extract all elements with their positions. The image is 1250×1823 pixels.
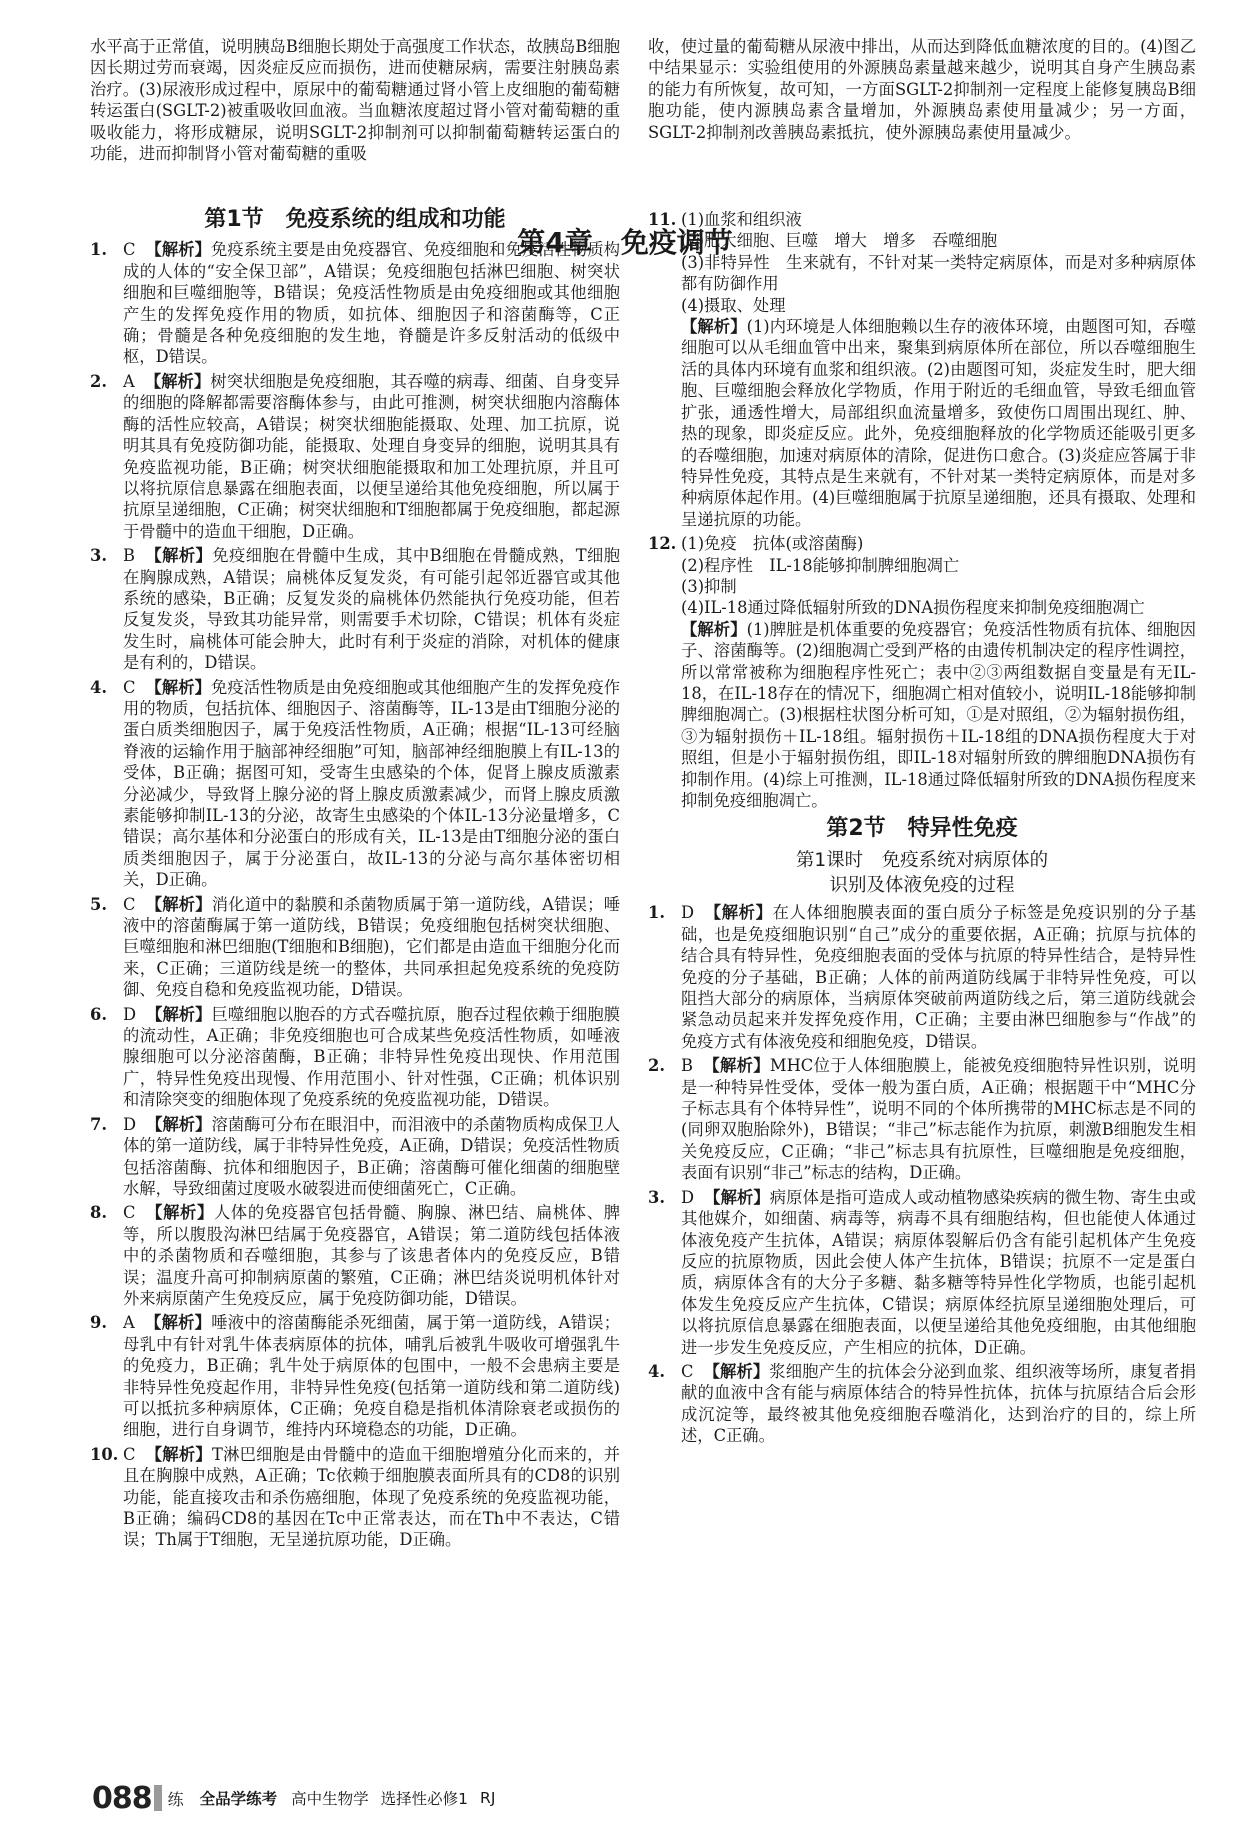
jiexi-label: 【解析】 (144, 371, 211, 391)
brand-name: 全品学练考 (199, 1790, 278, 1808)
page-number: 088 (92, 1780, 152, 1816)
answer-item-3: 3. B 【解析】免疫细胞在骨髓中生成，其中B细胞在骨髓成熟，T细胞在胸腺成熟，A错误；扁桃体反复发炎，有可能引起邻近器官或其他系统的感染，B正确；反复发炎的扁桃体仍然能执行免疫功能，但若反复发炎，导致其功能异常，则需要手术切除，C错误；机体有炎症发生时，扁桃体可能会肿大，此时有利于炎症的消除，对机体的健康是有利的，D错误。 (90, 546, 620, 673)
answer-item-12: 12. (1)免疫 抗体(或溶菌酶) (2)程序性 IL-18能够抑制脾细胞凋亡 (3)抑制 (4)IL-18通过降低辐射所致的DNA损伤程度来抑制免疫细胞凋亡 【解析】(1)脾脏是机体重要的免疫器官；免疫活性物质有抗体、细胞因子、溶菌酶等。(2)细胞凋亡受到严格的由遗传机制决定的程序性调控，所以常常被称为细胞程序性死亡；表中②③两组数据自变量是有无IL-18，在IL-18存在的情况下，细胞凋亡相对值较小，说明IL-18能够抑制脾细胞凋亡。(3)根据柱状图分析可知，①是对照组，②为辐射损伤组，③为辐射损伤＋IL-18组。辐射损伤＋IL-18组的DNA损伤程度大于对照组，但是小于辐射损伤组，即IL-18对辐射所致的脾细胞DNA损伤有抑制作用。(4)综上可推测，IL-18通过降低辐射所致的DNA损伤程度来抑制免疫细胞凋亡。 (648, 534, 1196, 810)
jiexi-label: 【解析】 (702, 1056, 770, 1076)
s2-answer-item-3: 3. D 【解析】病原体是指可造成人或动植物感染疾病的微生物、寄生虫或其他媒介，如细菌、病毒等，病毒不具有细胞结构，但也能使人体通过体液免疫产生抗体，A错误；病原体裂解后仍含有能引起机体产生免疫反应的抗原物质，因此会使人体产生抗体，B错误；抗原不一定是蛋白质，病原体含有的大分子多糖、黏多糖等特异性化学物质，也能引起机体发生免疫反应产生抗体，C错误；病原体经抗原呈递细胞处理后，可以将抗原信息暴露在细胞表面，以便呈递给其他免疫细胞，由其他细胞进一步发生免疫反应，产生相应的抗体，D正确。 (648, 1187, 1196, 1357)
answer-item-10: 10. C 【解析】T淋巴细胞是由骨髓中的造血干细胞增殖分化而来的，并且在胸腺中成熟，A正确；Tc依赖于细胞膜表面所具有的CD8的识别功能，能直接攻击和杀伤癌细胞，体现了免疫系统的免疫监视功能，B正确；编码CD8的基因在Tc中正常表达，而在Th中不表达，C错误；Th属于T细胞，无呈递抗原功能，D正确。 (90, 1444, 620, 1550)
section-2-title: 第2节 特异性免疫 (826, 816, 1018, 842)
answer-item-9: 9. A 【解析】唾液中的溶菌酶能杀死细菌，属于第一道防线，A错误；母乳中有针对乳牛体表病原体的抗体，哺乳后被乳牛吸收可增强乳牛的免疫力，B正确；乳牛处于病原体的包围中，一般不会患病主要是非特异性免疫起作用，非特异性免疫(包括第一道防线和第二道防线)可以抵抗多种病原体，C正确；免疫自稳是指机体清除衰老或损伤的细胞，进行自身调节，维持内环境稳态的功能，D正确。 (90, 1313, 620, 1440)
top-paragraph-right: 收，使过量的葡萄糖从尿液中排出，从而达到降低血糖浓度的目的。(4)图乙中结果显示：实验组使用的外源胰岛素量越来越少，说明其自身产生胰岛素的能力有所恢复，故可知，一方面SGLT-2抑制剂一定程度上能修复胰岛B细胞功能，使内源胰岛素含量增加，外源胰岛素使用量减少；另一方面，SGLT-2抑制剂改善胰岛素抵抗，使外源胰岛素使用量减少。 (648, 37, 1196, 142)
top-paragraph-left: 水平高于正常值，说明胰岛B细胞长期处于高强度工作状态，故胰岛B细胞因长期过劳而衰竭，因炎症反应而损伤，进而使糖尿病，需要注射胰岛素治疗。(3)尿液形成过程中，原尿中的葡萄糖通过肾小管上皮细胞的葡萄糖转运蛋白(SGLT-2)被重吸收回血液。当血糖浓度超过肾小管对葡萄糖的重吸收能力，将形成糖尿，说明SGLT-2抑制剂可以抑制葡萄糖转运蛋白的功能，进而抑制肾小管对葡萄糖的重吸 (90, 37, 620, 164)
answer-item-1: 1. C 【解析】免疫系统主要是由免疫器官、免疫细胞和免疫活性物质构成的人体的“安全保卫部”，A错误；免疫细胞包括淋巴细胞、树突状细胞和巨噬细胞等，B错误；免疫活性物质是由免疫细胞或其他细胞产生的发挥免疫作用的物质，如抗体、细胞因子和溶菌酶等，C正确；骨髓是各种免疫细胞的发生地，脊髓是许多反射活动的低级中枢，D错误。 (90, 240, 620, 367)
section-tag: 练 (167, 1789, 184, 1809)
s2-answer-item-2: 2. B 【解析】MHC位于人体细胞膜上，能被免疫细胞特异性识别，说明是一种特异性受体，受体一般为蛋白质，A正确；根据题干中“MHC分子标志具有个体特异性”，说明不同的个体所携带的MHC标志是不同的(同卵双胞胎除外)，B错误；“非己”标志能作为抗原，刺激B细胞发生相关免疫反应，C正确；“非己”标志具有抗原性，巨噬细胞是免疫细胞，表面有识别“非己”标志的结构，D正确。 (648, 1056, 1196, 1183)
jiexi-label: 【解析】 (144, 546, 213, 566)
jiexi-label: 【解析】 (704, 1187, 770, 1207)
jiexi-label: 【解析】 (681, 317, 747, 337)
jiexi-label: 【解析】 (145, 677, 211, 697)
answer-item-5: 5. C 【解析】消化道中的黏膜和杀菌物质属于第一道防线，A错误；唾液中的溶菌酶属于第一道防线，B错误；免疫细胞包括树突状细胞、巨噬细胞和淋巴细胞(T细胞和B细胞)，它们都是由造血干细胞分化而来，C正确；三道防线是统一的整体，共同承担起免疫系统的免疫防御、免疫自稳和免疫监视功能，D错误。 (90, 894, 620, 1000)
answer-item-4: 4. C 【解析】免疫活性物质是由免疫细胞或其他细胞产生的发挥免疫作用的物质，包括抗体、细胞因子、溶菌酶等，IL-13是由T细胞分泌的蛋白质类细胞因子，属于免疫活性物质，A正确；根据“IL-13可经脑脊液的运输作用于脑部神经细胞”可知，脑部神经细胞膜上有IL-13的受体，B正确；据图可知，受寄生虫感染的个体，促肾上腺皮质激素分泌减少，导致肾上腺分泌的肾上腺皮质激素减少，而肾上腺皮质激素能够抑制IL-13的分泌，故寄生虫感染的个体IL-13分泌量增多，C错误；高尔基体和分泌蛋白的形成有关，IL-13是由T细胞分泌的蛋白质类细胞因子，属于分泌蛋白，故IL-13的分泌与高尔基体密切相关，D正确。 (90, 677, 620, 890)
s2-answer-item-1: 1. D 【解析】在人体细胞膜表面的蛋白质分子标签是免疫识别的分子基础，也是免疫细胞识别“自己”成分的重要依据，A正确；抗原与抗体的结合具有特异性，免疫细胞表面的受体与抗原的特异性结合，是特异性免疫的分子基础，B正确；人体的前两道防线属于非特异性免疫，可以阻挡大部分的病原体，当病原体突破前两道防线之后，第三道防线就会紧急动员起来并发挥免疫作用，C正确；主要由淋巴细胞参与“作战”的免疫方式有体液免疫和细胞免疫，D错误。 (648, 903, 1196, 1051)
right-column (648, 36, 1196, 1450)
lesson-1-title: 第1课时 免疫系统对病原体的 识别及体液免疫的过程 (795, 850, 1049, 897)
chapter-title: 第4章 免疫调节 (517, 226, 733, 259)
jiexi-label: 【解析】 (146, 1004, 212, 1024)
section-1-title: 第1节 免疫系统的组成和功能 (204, 207, 506, 233)
answer-item-11: 11. (1)血浆和组织液 (2)肥大细胞、巨噬 增大 增多 吞噬细胞 (3)非特异性 生来就有，不针对某一类特定病原体，而是对多种病原体都有防御作用 (4)摄取、处理 【解析】(1)内环境是人体细胞赖以生存的液体环境，由题图可知，吞噬细胞可以从毛细血管中出来，聚集到病原体所在部位，所以吞噬细胞生活的具体内环境有血浆和组织液。(2)由题图可知，炎症发生时，肥大细胞、巨噬细胞会释放化学物质，作用于附近的毛细血管，导致毛细血管扩张，通透性增大，局部组织血流量增多，致使伤口周围出现红、肿、热的现象，即炎症反应。此外，免疫细胞释放的化学物质还能吸引更多的吞噬细胞，加速对病原体的清除，促进伤口愈合。(3)炎症应答属于非特异性免疫，其特点是生来就有，不针对某一类特定病原体，而是对多种病原体起作用。(4)巨噬细胞属于抗原呈递细胞，还具有摄取、处理和呈递抗原的功能。 (648, 210, 1196, 529)
subject-label: 高中生物学 (291, 1790, 369, 1808)
jiexi-label: 【解析】 (703, 1361, 770, 1381)
jiexi-label: 【解析】 (146, 1114, 212, 1134)
answer-item-6: 6. D 【解析】巨噬细胞以胞吞的方式吞噬抗原，胞吞过程依赖于细胞膜的流动性，A正确；非免疫细胞也可合成某些免疫活性物质，如唾液腺细胞可以分泌溶菌酶，B正确；非特异性免疫出现快、作用范围广，特异性免疫出现慢、作用范围小、针对性强，C正确；机体识别和清除突变的细胞体现了免疫系统的免疫监视功能，D错误。 (90, 1004, 620, 1110)
edition-label: RJ (480, 1789, 496, 1807)
answer-item-8: 8. C 【解析】人体的免疫器官包括骨髓、胸腺、淋巴结、扁桃体、脾等，所以腹股沟淋巴结属于免疫器官，A错误；第二道防线包括体液中的杀菌物质和吞噬细胞，其参与了该患者体内的免疫反应，B错误；温度升高可抑制病原菌的繁殖，C正确；淋巴结炎说明机体针对外来病原菌产生免疫反应，属于免疫防御功能，D错误。 (90, 1203, 620, 1308)
jiexi-label: 【解析】 (145, 1203, 214, 1223)
jiexi-label: 【解析】 (145, 894, 212, 914)
jiexi-label: 【解析】 (681, 619, 747, 639)
jiexi-label: 【解析】 (145, 1444, 212, 1464)
book-label: 选择性必修1 (380, 1790, 469, 1808)
s2-answer-item-4: 4. C 【解析】浆细胞产生的抗体会分泌到血浆、组织液等场所，康复者捐献的血液中含有能与病原体结合的特异性抗体，抗体与抗原结合后会形成沉淀等，最终被其他免疫细胞吞噬消化，达到治疗的目的，综上所述，C正确。 (648, 1361, 1196, 1446)
jiexi-label: 【解析】 (145, 240, 211, 260)
jiexi-label: 【解析】 (144, 1313, 212, 1333)
left-column (90, 36, 620, 1554)
answer-item-7: 7. D 【解析】溶菌酶可分布在眼泪中，而泪液中的杀菌物质构成保卫人体的第一道防线，属于非特异性免疫，A正确，D错误；免疫活性物质包括溶菌酶、抗体和细胞因子，B正确；溶菌酶可催化细菌的细胞壁水解，导致细菌过度吸水破裂进而使细菌死亡，C正确。 (90, 1114, 620, 1198)
answer-item-2: 2. A 【解析】树突状细胞是免疫细胞，其吞噬的病毒、细菌、自身变异的细胞的降解都需要溶酶体参与，由此可推测，树突状细胞内溶酶体酶的活性应较高，A错误；树突状细胞能摄取、处理、加工抗原，说明其具有免疫防御功能，能摄取、处理自身变异的细胞，说明其具有免疫监视功能，B正确；树突状细胞能摄取和加工处理抗原，并且可以将抗原信息暴露在细胞表面，以便呈递给其他免疫细胞，所以属于抗原呈递细胞，C正确；树突状细胞和T细胞都属于免疫细胞，都起源于骨髓中的造血干细胞，D正确。 (90, 371, 620, 541)
jiexi-label: 【解析】 (704, 903, 773, 923)
page-number-bar (154, 1785, 162, 1811)
page-footer (92, 1782, 507, 1814)
